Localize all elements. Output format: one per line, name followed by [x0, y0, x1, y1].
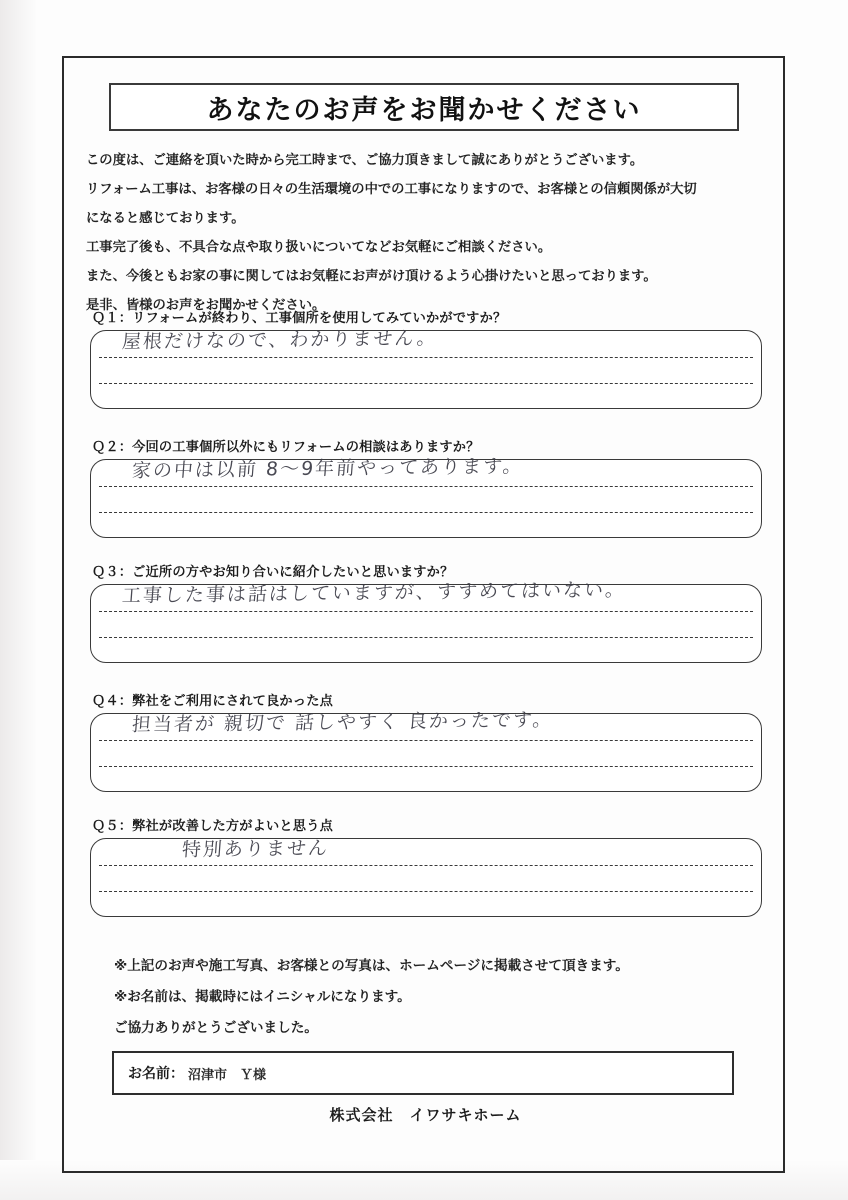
page-title: あなたのお声をお聞かせください: [206, 94, 642, 126]
answer-rule: [99, 637, 753, 638]
answer-box-q3[interactable]: [90, 578, 762, 663]
company-name: 株式会社 イワサキホーム: [329, 1106, 522, 1124]
customer-name-value: 沼津市 Ｙ様: [188, 1067, 267, 1083]
intro-paragraph: [86, 146, 766, 320]
customer-name-field[interactable]: [112, 1051, 734, 1095]
intro-line: になると感じております。: [86, 211, 245, 226]
question-block-q1: [90, 307, 762, 409]
intro-line: この度は、ご連絡を頂いた時から完工時まで、ご協力頂きまして誠にありがとうございます。: [86, 153, 644, 168]
scan-edge-shading-left: [0, 0, 36, 1200]
question-label-q3: Ｑ３：ご近所の方やお知り合いに紹介したいと思いますか？: [92, 565, 454, 580]
question-block-q4: [90, 690, 762, 792]
handwritten-answer-q3: 工事した事は話はしていますが、すすめてはいない。: [121, 578, 627, 607]
answer-rule: [99, 865, 753, 866]
handwritten-answer-q1: 屋根だけなので、わかりません。: [121, 327, 439, 353]
handwritten-answer-q2: 家の中は以前 8～9年前やってあります。: [131, 455, 525, 482]
form-title-box: [109, 83, 739, 131]
answer-rule: [99, 357, 753, 358]
customer-name-label: お名前：: [128, 1066, 184, 1082]
intro-line: また、今後ともお家の事に関してはお気軽にお声がけ頂けるよう心掛けたいと思っております。: [86, 269, 657, 284]
answer-box-q2[interactable]: [90, 455, 762, 538]
answer-rule: [99, 891, 753, 892]
question-block-q3: [90, 561, 762, 663]
question-label-q5: Ｑ５：弊社が改善した方がよいと思う点: [92, 819, 333, 834]
question-label-q2: Ｑ２：今回の工事個所以外にもリフォームの相談はありますか？: [92, 440, 480, 455]
intro-line: 是非、皆様のお声をお聞かせください。: [86, 298, 326, 313]
question-label-q4: Ｑ４：弊社をご利用にされて良かった点: [92, 694, 333, 709]
note-line: ※お名前は、掲載時にはイニシャルになります。: [114, 989, 411, 1005]
question-block-q2: [90, 436, 762, 538]
answer-rule: [99, 486, 753, 487]
footer-notes: [114, 951, 754, 1044]
answer-box-q1[interactable]: [90, 327, 762, 409]
answer-box-q4[interactable]: [90, 708, 762, 792]
intro-line: リフォーム工事は、お客様の日々の生活環境の中での工事になりますので、お客様との信頼関係が大切: [86, 182, 697, 197]
answer-rule: [99, 611, 753, 612]
note-line: ※上記のお声や施工写真、お客様との写真は、ホームページに掲載させて頂きます。: [114, 958, 629, 974]
note-line: ご協力ありがとうございました。: [114, 1020, 318, 1036]
answer-rule: [99, 740, 753, 741]
answer-rule: [99, 383, 753, 384]
form-page-frame: [62, 56, 785, 1173]
handwritten-answer-q5: 特別ありません: [181, 837, 330, 861]
answer-rule: [99, 766, 753, 767]
question-block-q5: [90, 815, 762, 917]
handwritten-answer-q4: 担当者が 親切で 話しやすく 良かったです。: [131, 708, 555, 736]
question-label-q1: Ｑ１：リフォームが終わり、工事個所を使用してみていかがですか？: [92, 311, 507, 326]
answer-rule: [99, 512, 753, 513]
intro-line: 工事完了後も、不具合な点や取り扱いについてなどお気軽にご相談ください。: [86, 240, 552, 255]
answer-box-q5[interactable]: [90, 838, 762, 917]
